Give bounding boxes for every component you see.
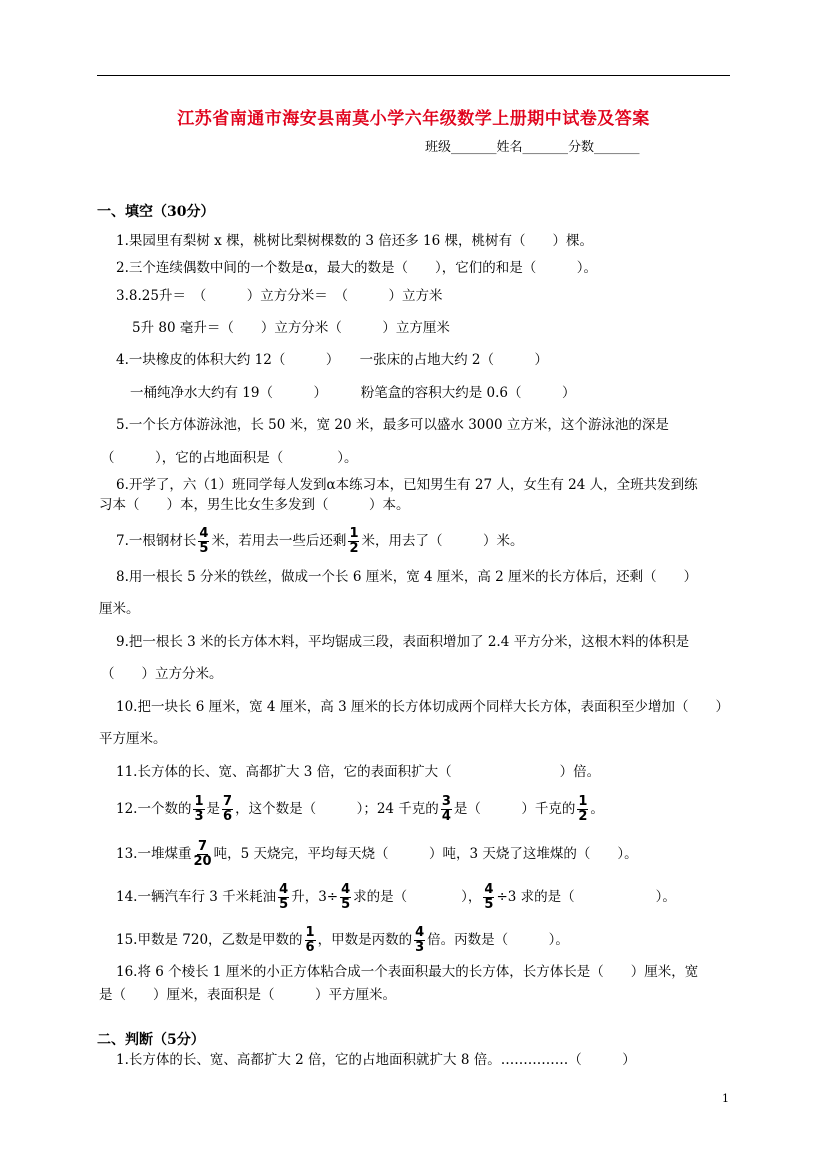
question-1: 1.果园里有梨树 x 棵，桃树比梨树棵数的 3 倍还多 16 棵，桃树有（ ）棵。	[116, 233, 594, 249]
question-11: 11.长方体的长、宽、高都扩大 3 倍，它的表面积扩大（ ）倍。	[116, 764, 601, 780]
question-2: 2.三个连续偶数中间的一个数是α，最大的数是（ ），它们的和是（ ）。	[116, 260, 597, 276]
question-8-line-2: 厘米。	[99, 601, 140, 617]
question-16-line-1: 16.将 6 个棱长 1 厘米的小正方体粘合成一个表面积最大的长方体，长方体长是（ ）厘米，宽	[116, 964, 699, 980]
question-9-line-1: 9.把一根长 3 米的长方体木料，平均锯成三段，表面积增加了 2.4 平方分米，这根木料的体积是	[116, 634, 690, 650]
page-title: 江苏省南通市海安县南莫小学六年级数学上册期中试卷及答案	[177, 109, 650, 129]
fraction: $\frac{4}{5}$	[279, 882, 289, 912]
question-5-line-2: （ ），它的占地面积是（ ）。	[101, 450, 358, 466]
q14-text-2: 升，3÷	[291, 889, 339, 905]
question-12	[116, 791, 604, 827]
fraction: $\frac{1}{6}$	[305, 925, 315, 955]
question-14	[116, 879, 676, 915]
q7-text-3: 米，用去了（ ）米。	[361, 533, 524, 549]
question-4-line-1: 4.一块橡皮的体积大约 12（ ） 一张床的占地大约 2（ ）	[116, 352, 548, 368]
header-rule	[97, 75, 730, 76]
fraction: $\frac{1}{2}$	[349, 526, 359, 556]
fraction: $\frac{4}{5}$	[341, 882, 351, 912]
q13-text-2: 吨，5 天烧完，平均每天烧（ ）吨，3 天烧了这堆煤的（ ）。	[213, 846, 638, 862]
question-7	[116, 523, 523, 559]
judgment-1: 1.长方体的长、宽、高都扩大 2 倍，它的占地面积就扩大 8 倍。……………（ ）	[116, 1052, 636, 1068]
q15-text-3: 倍。丙数是（ ）。	[427, 932, 569, 948]
question-10-line-2: 平方厘米。	[99, 731, 167, 747]
question-5-line-1: 5.一个长方体游泳池，长 50 米，宽 20 米，最多可以盛水 3000 立方米，这个游泳池的深是	[116, 417, 669, 433]
question-9-line-2: （ ）立方分米。	[101, 666, 223, 682]
fraction: $\frac{7}{20}$	[193, 839, 212, 869]
q7-text-1: 7.一根钢材长	[116, 533, 197, 549]
question-10-line-1: 10.把一块长 6 厘米，宽 4 厘米，高 3 厘米的长方体切成两个同样大长方体，表面积至少增加（ ）	[116, 699, 729, 715]
fraction: $\frac{4}{3}$	[415, 925, 425, 955]
question-15	[116, 922, 569, 958]
question-3-line-1: 3.8.25升＝ （ ）立方分米＝ （ ）立方米	[116, 288, 443, 304]
q14-text-1: 14.一辆汽车行 3 千米耗油	[116, 889, 277, 905]
q14-text-4: ÷3 求的是（ ）。	[496, 889, 676, 905]
q12-text-1: 12.一个数的	[116, 801, 192, 817]
fraction: $\frac{3}{4}$	[441, 794, 451, 824]
q14-text-3: 求的是（ ），	[353, 889, 482, 905]
q12-text-5: 。	[590, 801, 604, 817]
page-number: 1	[722, 1092, 729, 1105]
q15-text-1: 15.甲数是 720，乙数是甲数的	[116, 932, 303, 948]
question-8-line-1: 8.用一根长 5 分米的铁丝，做成一个长 6 厘米，宽 4 厘米，高 2 厘米的长方体后，还剩（ ）	[116, 569, 698, 585]
fraction: $\frac{7}{6}$	[223, 794, 233, 824]
question-6-line-2: 习本（ ）本，男生比女生多发到（ ）本。	[99, 497, 410, 513]
question-6-line-1: 6.开学了，六（1）班同学每人发到α本练习本，已知男生有 27 人，女生有 24 人，全班共发到练	[116, 477, 698, 493]
section-heading-judgment: 二、判断（5分）	[97, 1032, 205, 1048]
q15-text-2: ，甲数是丙数的	[317, 932, 413, 948]
q13-text-1: 13.一堆煤重	[116, 846, 192, 862]
fraction: $\frac{1}{3}$	[194, 794, 204, 824]
fraction: $\frac{4}{5}$	[484, 882, 494, 912]
fraction: $\frac{4}{5}$	[199, 526, 209, 556]
q12-text-2: 是	[206, 801, 221, 817]
student-info-line: 班级_______姓名_______分数_______	[425, 140, 640, 155]
q12-text-4: 是（ ）千克的	[453, 801, 576, 817]
q12-text-3: ，这个数是（ ）；24 千克的	[235, 801, 439, 817]
question-3-line-2: 5升 80 毫升＝（ ）立方分米（ ）立方厘米	[132, 320, 450, 336]
fraction: $\frac{1}{2}$	[578, 794, 588, 824]
section-heading-fill-in: 一、填空（30分）	[97, 204, 215, 220]
question-16-line-2: 是（ ）厘米，表面积是（ ）平方厘米。	[99, 987, 396, 1003]
q7-text-2: 米，若用去一些后还剩	[211, 533, 347, 549]
question-4-line-2: 一桶纯净水大约有 19（ ） 粉笔盒的容积大约是 0.6（ ）	[130, 385, 576, 401]
question-13	[116, 836, 638, 872]
